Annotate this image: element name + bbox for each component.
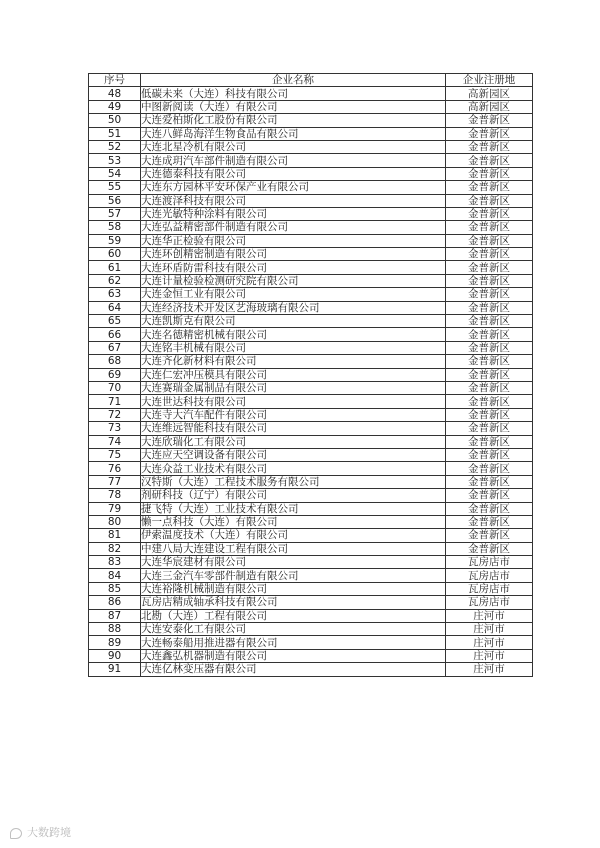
table-row [89, 448, 533, 461]
row-number: 49 [89, 100, 141, 113]
header-number: 序号 [89, 74, 141, 87]
row-company-name: 大连凯斯克有限公司 [141, 315, 446, 328]
row-company-name: 大连畅泰船用推进器有限公司 [141, 636, 446, 649]
table-row [89, 569, 533, 582]
row-number: 63 [89, 288, 141, 301]
table-row [89, 315, 533, 328]
row-company-name: 大连仁宏冲压模具有限公司 [141, 368, 446, 381]
row-location: 金普新区 [446, 502, 533, 515]
row-location: 金普新区 [446, 114, 533, 127]
table-row [89, 381, 533, 394]
row-location: 金普新区 [446, 448, 533, 461]
table-row [89, 207, 533, 220]
row-company-name: 大连八鲜岛海洋生物食品有限公司 [141, 127, 446, 140]
row-company-name: 大连众益工业技术有限公司 [141, 462, 446, 475]
row-company-name: 大连三金汽车零部件制造有限公司 [141, 569, 446, 582]
row-location: 金普新区 [446, 368, 533, 381]
row-company-name: 大连爱柏斯化工股份有限公司 [141, 114, 446, 127]
row-number: 57 [89, 207, 141, 220]
row-number: 52 [89, 140, 141, 153]
table-row [89, 542, 533, 555]
table-row [89, 582, 533, 595]
table-row [89, 87, 533, 100]
row-number: 51 [89, 127, 141, 140]
row-location: 金普新区 [446, 274, 533, 287]
row-number: 48 [89, 87, 141, 100]
row-location: 金普新区 [446, 435, 533, 448]
table-row [89, 623, 533, 636]
row-location: 金普新区 [446, 542, 533, 555]
row-location: 高新园区 [446, 100, 533, 113]
row-location: 金普新区 [446, 288, 533, 301]
row-number: 83 [89, 556, 141, 569]
table-row [89, 234, 533, 247]
row-number: 74 [89, 435, 141, 448]
row-location: 金普新区 [446, 234, 533, 247]
row-company-name: 北勘（大连）工程有限公司 [141, 609, 446, 622]
row-company-name: 大连环创精密制造有限公司 [141, 248, 446, 261]
row-location: 金普新区 [446, 140, 533, 153]
row-company-name: 大连赛瑞金属制品有限公司 [141, 381, 446, 394]
row-number: 88 [89, 623, 141, 636]
table-row [89, 408, 533, 421]
row-number: 75 [89, 448, 141, 461]
row-company-name: 大连光敏特种涂料有限公司 [141, 207, 446, 220]
row-company-name: 大连应天空调设备有限公司 [141, 448, 446, 461]
table-row [89, 556, 533, 569]
watermark-text: 大数跨境 [27, 826, 71, 839]
row-number: 69 [89, 368, 141, 381]
row-location: 金普新区 [446, 395, 533, 408]
table-row [89, 596, 533, 609]
table-row [89, 274, 533, 287]
row-company-name: 大连名德精密机械有限公司 [141, 328, 446, 341]
row-number: 66 [89, 328, 141, 341]
row-number: 91 [89, 663, 141, 676]
row-location: 金普新区 [446, 315, 533, 328]
row-location: 金普新区 [446, 408, 533, 421]
row-location: 金普新区 [446, 475, 533, 488]
row-number: 60 [89, 248, 141, 261]
row-location: 庄河市 [446, 623, 533, 636]
table-row [89, 181, 533, 194]
watermark [10, 824, 71, 840]
row-number: 50 [89, 114, 141, 127]
row-number: 84 [89, 569, 141, 582]
table-row [89, 114, 533, 127]
row-location: 金普新区 [446, 422, 533, 435]
table-row [89, 140, 533, 153]
row-company-name: 大连环盾防雷科技有限公司 [141, 261, 446, 274]
row-company-name: 大连安泰化工有限公司 [141, 623, 446, 636]
row-number: 82 [89, 542, 141, 555]
row-location: 金普新区 [446, 515, 533, 528]
row-number: 86 [89, 596, 141, 609]
row-number: 68 [89, 355, 141, 368]
row-location: 金普新区 [446, 261, 533, 274]
row-company-name: 大连北星冷机有限公司 [141, 140, 446, 153]
table-row [89, 475, 533, 488]
row-company-name: 汉特斯（大连）工程技术服务有限公司 [141, 475, 446, 488]
row-company-name: 大连鑫弘机器制造有限公司 [141, 649, 446, 662]
row-company-name: 大连华宸建材有限公司 [141, 556, 446, 569]
table-row [89, 515, 533, 528]
row-number: 71 [89, 395, 141, 408]
row-location: 金普新区 [446, 127, 533, 140]
row-company-name: 中建八局大连建设工程有限公司 [141, 542, 446, 555]
row-number: 85 [89, 582, 141, 595]
table-row [89, 127, 533, 140]
row-location: 金普新区 [446, 194, 533, 207]
table-row [89, 100, 533, 113]
row-location: 金普新区 [446, 167, 533, 180]
row-number: 78 [89, 489, 141, 502]
header-name: 企业名称 [141, 74, 446, 87]
row-number: 65 [89, 315, 141, 328]
table-row [89, 529, 533, 542]
row-number: 61 [89, 261, 141, 274]
row-number: 72 [89, 408, 141, 421]
row-company-name: 中图新阅读（大连）有限公司 [141, 100, 446, 113]
table-row [89, 663, 533, 676]
row-company-name: 大连维远智能科技有限公司 [141, 422, 446, 435]
table-row [89, 355, 533, 368]
row-company-name: 大连齐化新材料有限公司 [141, 355, 446, 368]
row-location: 庄河市 [446, 636, 533, 649]
row-number: 89 [89, 636, 141, 649]
row-number: 80 [89, 515, 141, 528]
row-location: 金普新区 [446, 154, 533, 167]
row-location: 瓦房店市 [446, 556, 533, 569]
row-number: 73 [89, 422, 141, 435]
row-location: 金普新区 [446, 355, 533, 368]
table-row [89, 301, 533, 314]
row-number: 62 [89, 274, 141, 287]
table-row [89, 288, 533, 301]
row-company-name: 大连铭丰机械有限公司 [141, 341, 446, 354]
row-number: 70 [89, 381, 141, 394]
table-row [89, 167, 533, 180]
row-number: 54 [89, 167, 141, 180]
row-location: 金普新区 [446, 181, 533, 194]
row-location: 金普新区 [446, 381, 533, 394]
row-company-name: 大连渡泽科技有限公司 [141, 194, 446, 207]
row-location: 金普新区 [446, 221, 533, 234]
row-number: 58 [89, 221, 141, 234]
row-company-name: 剂研科技（辽宁）有限公司 [141, 489, 446, 502]
enterprise-table [88, 73, 533, 677]
table-row [89, 649, 533, 662]
row-company-name: 大连亿林变压器有限公司 [141, 663, 446, 676]
row-location: 庄河市 [446, 649, 533, 662]
row-company-name: 大连成玥汽车部件制造有限公司 [141, 154, 446, 167]
table-row [89, 609, 533, 622]
row-location: 庄河市 [446, 609, 533, 622]
row-number: 64 [89, 301, 141, 314]
row-company-name: 捷飞特（大连）工业技术有限公司 [141, 502, 446, 515]
header-location: 企业注册地 [446, 74, 533, 87]
row-company-name: 瓦房店精成轴承科技有限公司 [141, 596, 446, 609]
row-location: 瓦房店市 [446, 569, 533, 582]
row-location: 金普新区 [446, 489, 533, 502]
table-row [89, 636, 533, 649]
row-company-name: 大连欣瑞化工有限公司 [141, 435, 446, 448]
table-row [89, 435, 533, 448]
table-row [89, 194, 533, 207]
row-location: 金普新区 [446, 529, 533, 542]
row-company-name: 大连寺大汽车配件有限公司 [141, 408, 446, 421]
brand-logo-icon [10, 827, 24, 838]
table-row [89, 462, 533, 475]
row-number: 90 [89, 649, 141, 662]
table-row [89, 328, 533, 341]
row-company-name: 大连弘益精密部件制造有限公司 [141, 221, 446, 234]
row-location: 瓦房店市 [446, 582, 533, 595]
row-location: 金普新区 [446, 207, 533, 220]
row-company-name: 大连计量检验检测研究院有限公司 [141, 274, 446, 287]
table-row [89, 261, 533, 274]
row-company-name: 伊索温度技术（大连）有限公司 [141, 529, 446, 542]
row-location: 金普新区 [446, 248, 533, 261]
table-row [89, 502, 533, 515]
row-location: 金普新区 [446, 301, 533, 314]
row-company-name: 大连德泰科技有限公司 [141, 167, 446, 180]
row-number: 67 [89, 341, 141, 354]
table-row [89, 221, 533, 234]
row-number: 53 [89, 154, 141, 167]
table-row [89, 248, 533, 261]
row-number: 77 [89, 475, 141, 488]
row-number: 76 [89, 462, 141, 475]
row-company-name: 大连东方园林平安环保产业有限公司 [141, 181, 446, 194]
table-row [89, 489, 533, 502]
row-location: 金普新区 [446, 462, 533, 475]
table-row [89, 368, 533, 381]
row-company-name: 大连金恒工业有限公司 [141, 288, 446, 301]
row-company-name: 大连世达科技有限公司 [141, 395, 446, 408]
row-number: 56 [89, 194, 141, 207]
table-row [89, 395, 533, 408]
row-location: 庄河市 [446, 663, 533, 676]
table-row [89, 422, 533, 435]
row-number: 81 [89, 529, 141, 542]
row-number: 87 [89, 609, 141, 622]
row-company-name: 大连裕隆机械制造有限公司 [141, 582, 446, 595]
row-location: 瓦房店市 [446, 596, 533, 609]
table-header-row [89, 74, 533, 87]
table-row [89, 154, 533, 167]
row-number: 59 [89, 234, 141, 247]
row-company-name: 大连经济技术开发区艺海玻璃有限公司 [141, 301, 446, 314]
row-location: 高新园区 [446, 87, 533, 100]
row-location: 金普新区 [446, 341, 533, 354]
row-company-name: 懒一点科技（大连）有限公司 [141, 515, 446, 528]
table-body [89, 87, 533, 676]
row-company-name: 低碳未来（大连）科技有限公司 [141, 87, 446, 100]
row-number: 55 [89, 181, 141, 194]
row-location: 金普新区 [446, 328, 533, 341]
table-row [89, 341, 533, 354]
row-company-name: 大连华正检验有限公司 [141, 234, 446, 247]
row-number: 79 [89, 502, 141, 515]
